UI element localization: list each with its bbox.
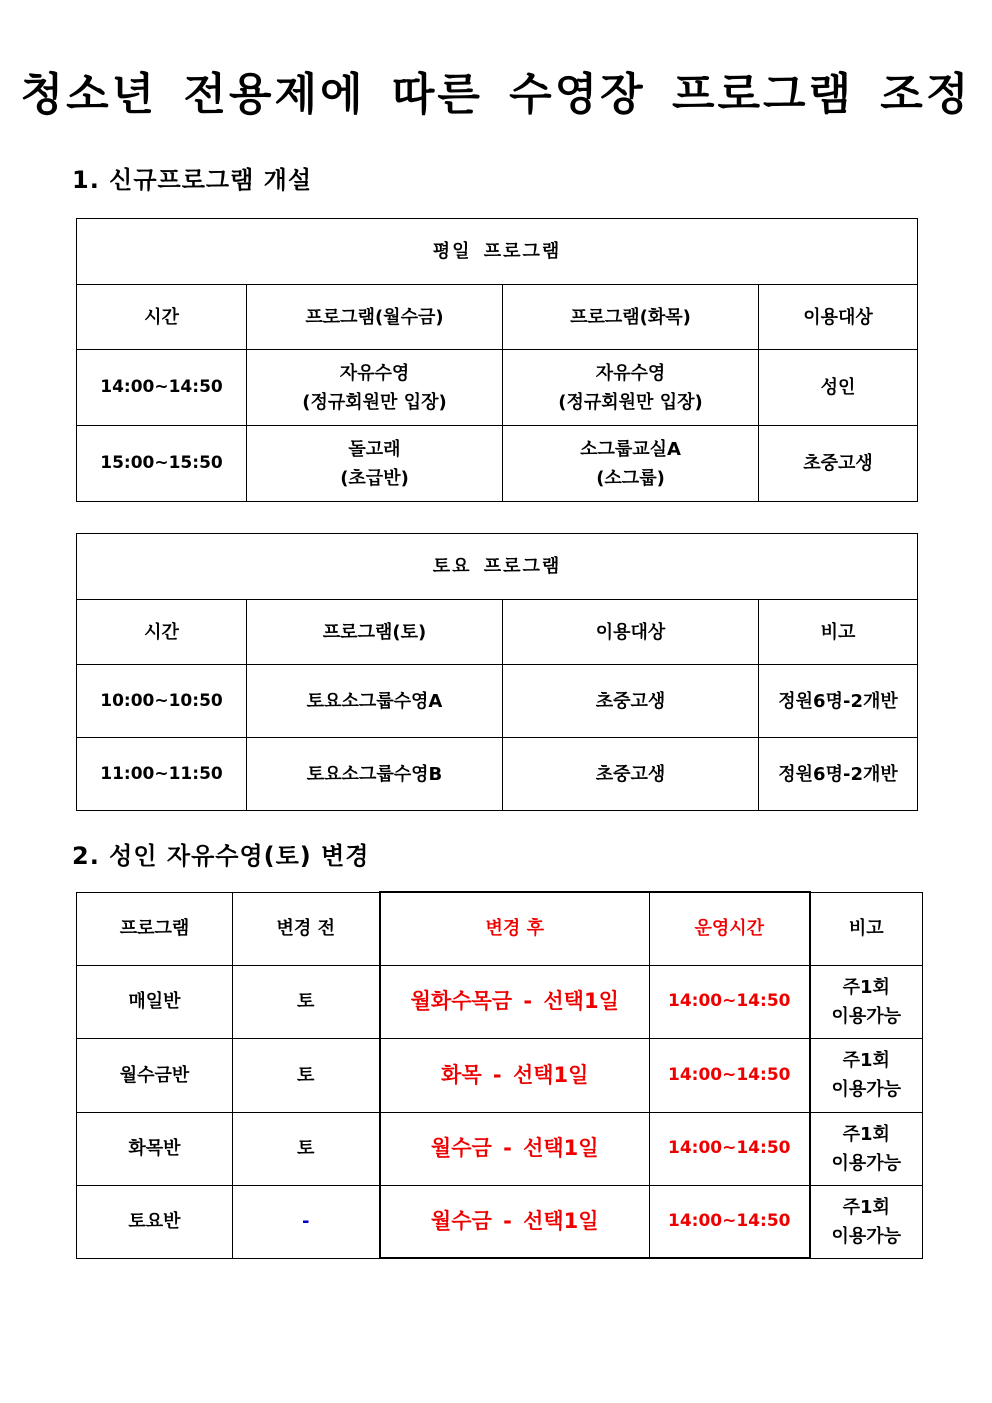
target-cell: 성인 <box>759 350 918 426</box>
before-cell: 토 <box>233 1112 380 1185</box>
target-cell: 초중고생 <box>503 665 759 738</box>
after-cell: 월수금 - 선택1일 <box>380 1185 650 1258</box>
table-row <box>77 665 918 738</box>
time-cell: 14:00~14:50 <box>650 1112 810 1185</box>
note-line: 주1회 <box>842 1123 890 1145</box>
note-cell <box>810 1038 923 1112</box>
saturday-program-table <box>76 533 918 811</box>
weekday-table-caption: 평일 프로그램 <box>77 219 918 285</box>
time-cell: 10:00~10:50 <box>77 665 247 738</box>
table-row <box>77 965 923 1038</box>
after-cell: 월화수목금 - 선택1일 <box>380 965 650 1038</box>
time-cell: 11:00~11:50 <box>77 738 247 811</box>
note-cell <box>810 1185 923 1258</box>
before-cell: 토 <box>233 1038 380 1112</box>
program-name: 소그룹교실A <box>580 438 681 460</box>
table-row <box>77 1038 923 1112</box>
header-cell: 이용대상 <box>503 600 759 665</box>
page-title: 청소년 전용제에 따른 수영장 프로그램 조정 <box>20 69 972 120</box>
time-cell: 14:00~14:50 <box>77 350 247 426</box>
header-cell: 변경 전 <box>233 892 380 965</box>
note-cell <box>810 1112 923 1185</box>
program-detail: (초급반) <box>340 467 409 489</box>
program-name: 자유수영 <box>595 362 666 384</box>
program-cell <box>247 426 503 502</box>
note-line: 주1회 <box>842 1050 890 1071</box>
table-row <box>77 1112 923 1185</box>
before-cell: 토 <box>233 965 380 1038</box>
section-heading-new-programs: 1. 신규프로그램 개설 <box>72 166 312 194</box>
program-cell <box>503 350 759 426</box>
time-cell: 14:00~14:50 <box>650 1038 810 1112</box>
header-cell: 시간 <box>77 600 247 665</box>
saturday-table-caption: 토요 프로그램 <box>77 534 918 600</box>
table-header-row <box>77 600 918 665</box>
note-cell: 정원6명-2개반 <box>759 738 918 811</box>
header-cell: 비고 <box>759 600 918 665</box>
change-table <box>76 891 923 1259</box>
program-detail: (정규회원만 입장) <box>558 391 703 413</box>
header-cell-after: 변경 후 <box>380 892 650 965</box>
before-cell: - <box>233 1185 380 1258</box>
header-cell: 프로그램 <box>77 892 233 965</box>
table-header-row <box>77 892 923 965</box>
time-cell: 14:00~14:50 <box>650 1185 810 1258</box>
program-name: 돌고래 <box>348 438 401 460</box>
header-cell: 시간 <box>77 285 247 350</box>
program-cell: 토요소그룹수영A <box>247 665 503 738</box>
table-header-row <box>77 285 918 350</box>
target-cell: 초중고생 <box>503 738 759 811</box>
after-cell: 월수금 - 선택1일 <box>380 1112 650 1185</box>
program-cell: 토요반 <box>77 1185 233 1258</box>
time-cell: 14:00~14:50 <box>650 965 810 1038</box>
section-heading-adult-free-swim-change: 2. 성인 자유수영(토) 변경 <box>72 842 370 870</box>
program-cell: 월수금반 <box>77 1038 233 1112</box>
header-cell-time: 운영시간 <box>650 892 810 965</box>
time-cell: 15:00~15:50 <box>77 426 247 502</box>
after-cell: 화목 - 선택1일 <box>380 1038 650 1112</box>
program-cell: 매일반 <box>77 965 233 1038</box>
note-line: 주1회 <box>842 1196 890 1218</box>
header-cell: 프로그램(토) <box>247 600 503 665</box>
program-name: 자유수영 <box>339 362 410 384</box>
header-cell: 이용대상 <box>759 285 918 350</box>
program-cell <box>503 426 759 502</box>
program-cell: 화목반 <box>77 1112 233 1185</box>
note-line: 주1회 <box>842 976 890 998</box>
header-cell: 비고 <box>810 892 923 965</box>
target-cell: 초중고생 <box>759 426 918 502</box>
note-line: 이용가능 <box>831 1225 902 1247</box>
header-cell: 프로그램(월수금) <box>247 285 503 350</box>
header-cell: 프로그램(화목) <box>503 285 759 350</box>
note-line: 이용가능 <box>831 1079 902 1100</box>
program-cell: 토요소그룹수영B <box>247 738 503 811</box>
weekday-program-table <box>76 218 918 502</box>
table-row <box>77 1185 923 1258</box>
note-cell: 정원6명-2개반 <box>759 665 918 738</box>
table-row <box>77 426 918 502</box>
program-detail: (정규회원만 입장) <box>302 391 447 413</box>
note-cell <box>810 965 923 1038</box>
program-cell <box>247 350 503 426</box>
table-row <box>77 350 918 426</box>
note-line: 이용가능 <box>831 1005 902 1027</box>
program-detail: (소그룹) <box>596 467 665 489</box>
note-line: 이용가능 <box>831 1152 902 1174</box>
table-row <box>77 738 918 811</box>
